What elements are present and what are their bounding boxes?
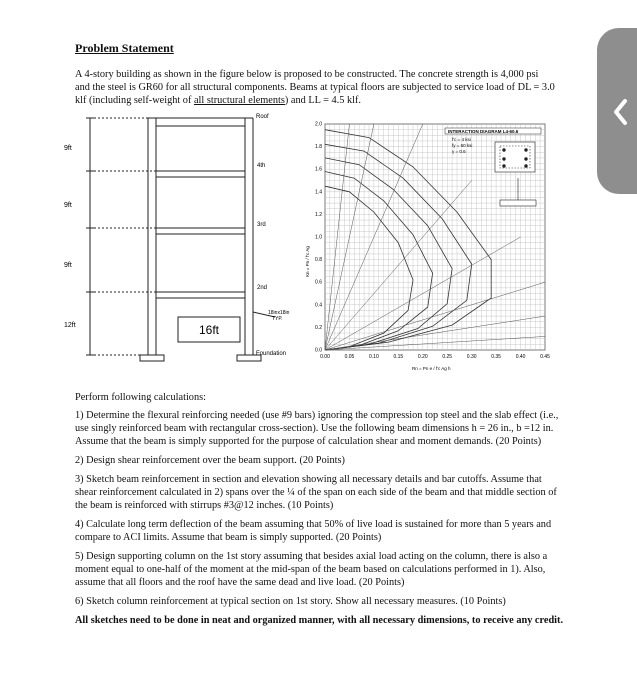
- x-axis-label: Rn = Pn e / f′c Ag h: [412, 366, 451, 371]
- task-item-3: 3) Sketch beam reinforcement in section and elevation showing all necessary details and bar cutoffs. Assume that shear reinforcement calculated in 2) spans over the ¼ of the span on each side of the beam and that middle section of the beam is reinforced with stirrups #3@12 inches. (10 Points): [75, 474, 557, 511]
- task-list: [75, 391, 565, 633]
- x-tick-label: 0.25: [442, 354, 453, 360]
- story-height-4: 9ft: [64, 145, 72, 152]
- span-label: 16ft: [198, 323, 220, 337]
- diagram-param-gamma: γ = 0.6: [452, 149, 466, 154]
- building-figure: [60, 112, 560, 377]
- y-tick-label: 0.6: [315, 279, 322, 286]
- tasks-final-note: All sketches need to be done in neat and organized manner, with all necessary dimensions, to receive any credit.: [75, 615, 564, 626]
- column-label: 18inx18in: [268, 310, 290, 316]
- task-item-1: 1) Determine the flexural reinforcing needed (use #9 bars) ignoring the compression top steel and the slab effect (i.e., use singly reinforced beam with rectangular cross-section). Use the following beam dimensions h = 26 in., b =12 in. Assume that the beam is simply supported for the purpose of calculation shear and moment demands. (20 Points): [75, 410, 559, 447]
- story-height-3: 9ft: [64, 202, 72, 209]
- x-tick-label: 0.45: [540, 354, 550, 360]
- intro-text-a: A 4-story building as shown in the figure below is proposed to be constructed. The concrete strength is 4,000 psi and the steel is GR60 for all structural components. Beams at typical floors are subjected to service load of DL = 3.0 klf (including self-weight of: [75, 69, 555, 107]
- y-tick-label: 1.2: [315, 211, 322, 218]
- tasks-lead: Perform following calculations:: [75, 392, 206, 403]
- diagram-title: INTERACTION DIAGRAM L4-60.6: [448, 129, 519, 134]
- x-tick-label: 0.40: [515, 354, 526, 360]
- task-item-5: 5) Design supporting column on the 1st story assuming that besides axial load acting on the column, there is also a moment equal to one-half of the moment at the mid-span of the beam based on calculations performed in 1). Also, assume that all floors and the roof have the same dead and live load. (20 Points): [75, 551, 548, 588]
- x-tick-label: 0.05: [344, 354, 355, 360]
- level-3rd: 3rd: [257, 222, 266, 228]
- diagram-param-fy: fy = 60 ksi: [452, 143, 473, 148]
- y-tick-label: 0.4: [315, 302, 322, 309]
- intro-text-b: ) and LL = 4.5 klf.: [284, 95, 361, 107]
- task-item-2: 2) Design shear reinforcement over the beam support. (20 Points): [75, 455, 345, 466]
- x-tick-label: 0.10: [369, 354, 379, 360]
- x-tick-label: 0.00: [320, 354, 330, 360]
- level-2nd: 2nd: [257, 285, 268, 291]
- story-height-1: 12ft: [64, 322, 76, 329]
- interaction-diagram: [305, 122, 550, 372]
- problem-title: Problem Statement: [75, 41, 174, 55]
- task-item-4: 4) Calculate long term deflection of the beam assuming that 50% of live load is sustained for more than 5 years and compare to ACI limits. Assume that beam is simply supported. (20 Points): [75, 519, 552, 543]
- y-tick-label: 0.8: [315, 257, 322, 264]
- y-tick-label: 1.4: [315, 189, 322, 196]
- x-tick-label: 0.30: [466, 354, 477, 360]
- y-tick-label: 2.0: [315, 121, 322, 128]
- y-tick-label: 0.2: [315, 324, 322, 331]
- x-tick-label: 0.35: [491, 354, 501, 360]
- intro-underlined: all structural elements: [193, 95, 285, 107]
- y-axis-label: Kn = Pn / f′c Ag: [305, 246, 310, 277]
- x-tick-label: 0.15: [393, 354, 404, 360]
- y-tick-label: 1.6: [315, 166, 322, 173]
- x-tick-label: 0.20: [417, 354, 428, 360]
- task-item-6: 6) Sketch column reinforcement at typical section on 1st story. Show all necessary measures. (10 Points): [75, 596, 506, 607]
- column-label-typ: TYP.: [272, 316, 283, 322]
- diagram-param-fc: f′c = 4 ksi: [452, 137, 471, 142]
- chevron-left-icon[interactable]: [610, 98, 632, 126]
- problem-intro: [75, 68, 555, 108]
- level-roof: Roof: [256, 114, 269, 120]
- y-tick-label: 1.8: [315, 144, 322, 151]
- y-tick-label: 1.0: [315, 234, 322, 241]
- y-tick-label: 0.0: [315, 347, 322, 354]
- level-foundation: Foundation: [256, 351, 287, 357]
- story-height-2: 9ft: [64, 262, 72, 269]
- level-4th: 4th: [257, 163, 266, 169]
